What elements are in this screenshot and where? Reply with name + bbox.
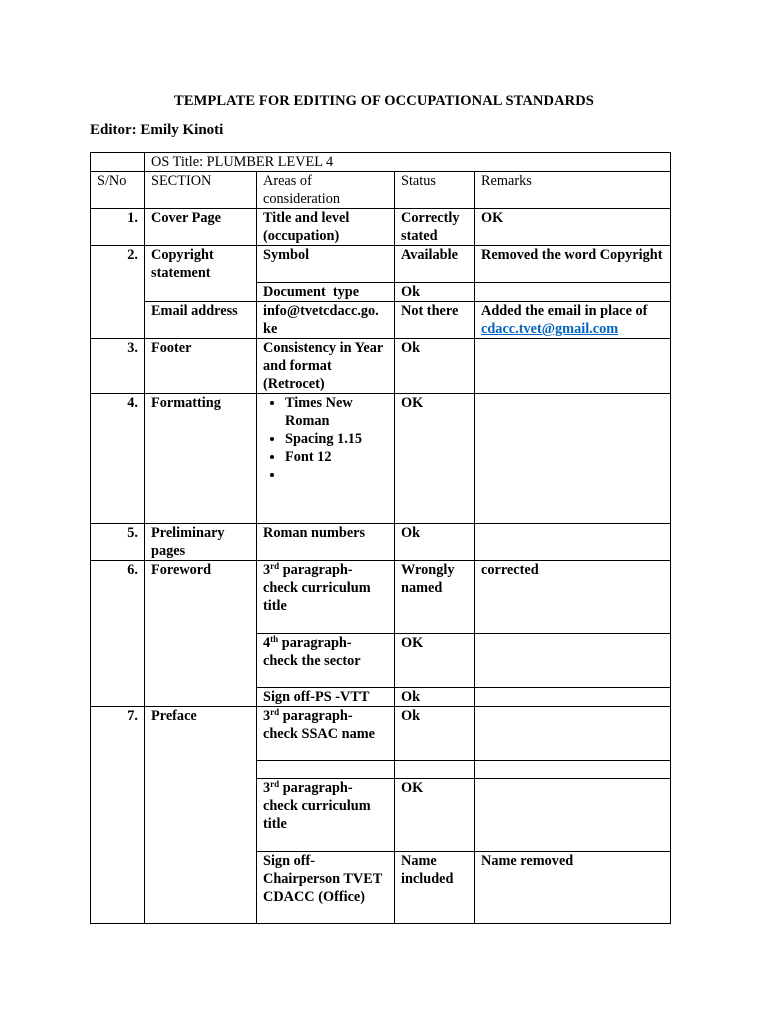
status-cell: Name included — [395, 852, 475, 924]
area-cell: info@tvetcdacc.go. ke — [257, 302, 395, 339]
row-number: 3. — [91, 339, 145, 394]
row-number: 6. — [91, 561, 145, 707]
remarks-cell — [475, 339, 671, 394]
status-cell: OK — [395, 779, 475, 852]
status-cell: Ok — [395, 339, 475, 394]
status-cell: Ok — [395, 688, 475, 707]
header-sno: S/No — [91, 172, 145, 209]
status-cell — [395, 761, 475, 779]
row-number: 7. — [91, 707, 145, 924]
table-row — [91, 339, 671, 394]
area-ordinal-suffix: rd — [270, 561, 280, 571]
section-cell: Preface — [145, 707, 257, 924]
remarks-cell — [475, 524, 671, 561]
row-number: 4. — [91, 394, 145, 524]
header-row — [91, 172, 671, 209]
header-section: SECTION — [145, 172, 257, 209]
area-text: paragraph- check the sector — [263, 635, 361, 669]
area-cell: Symbol — [257, 246, 395, 283]
formatting-bullet-list — [263, 394, 388, 484]
remarks-cell — [475, 283, 671, 302]
header-status: Status — [395, 172, 475, 209]
area-cell — [257, 561, 395, 634]
area-ordinal: 3 — [263, 780, 271, 796]
table-row — [91, 209, 671, 246]
area-cell — [257, 394, 395, 524]
bullet-item — [285, 466, 388, 484]
bullet-item: • Spacing 1.15 — [285, 430, 388, 448]
header-remarks: Remarks — [475, 172, 671, 209]
section-cell: Email address — [145, 302, 257, 339]
table-row — [91, 524, 671, 561]
table-row — [91, 707, 671, 761]
section-cell: Footer — [145, 339, 257, 394]
status-cell: OK — [395, 634, 475, 688]
section-cell: Copyright statement — [145, 246, 257, 302]
remarks-cell — [475, 779, 671, 852]
table-row — [91, 246, 671, 283]
status-cell: Correctly stated — [395, 209, 475, 246]
remarks-cell: corrected — [475, 561, 671, 634]
remarks-cell — [475, 707, 671, 761]
os-title-row — [91, 153, 671, 172]
header-areas: Areas of consideration — [257, 172, 395, 209]
editor-line: Editor: Emily Kinoti — [90, 122, 224, 138]
editing-table — [90, 152, 671, 924]
area-ordinal-suffix: rd — [270, 707, 280, 717]
table-row — [91, 394, 671, 524]
os-title: OS Title: PLUMBER LEVEL 4 — [145, 153, 671, 172]
area-cell: Title and level (occupation) — [257, 209, 395, 246]
section-cell: Cover Page — [145, 209, 257, 246]
area-ordinal: 3 — [263, 708, 271, 724]
remarks-cell — [475, 302, 671, 339]
remarks-text: Added the email in place of — [481, 303, 648, 319]
area-cell: Roman numbers — [257, 524, 395, 561]
area-cell — [257, 707, 395, 761]
area-cell: Consistency in Year and format (Retrocet) — [257, 339, 395, 394]
remarks-cell — [475, 688, 671, 707]
email-link[interactable]: cdacc.tvet@gmail.com — [481, 321, 619, 337]
remarks-cell — [475, 634, 671, 688]
row-number: 5. — [91, 524, 145, 561]
section-cell: Foreword — [145, 561, 257, 707]
area-text: paragraph- check SSAC name — [263, 708, 375, 742]
area-cell — [257, 634, 395, 688]
area-ordinal-suffix: th — [270, 634, 279, 644]
area-ordinal-suffix: rd — [270, 779, 280, 789]
remarks-cell: Name removed — [475, 852, 671, 924]
remarks-cell: Removed the word Copyright — [475, 246, 671, 283]
table-row — [91, 561, 671, 634]
document-title: TEMPLATE FOR EDITING OF OCCUPATIONAL STANDARDS — [174, 93, 594, 109]
area-cell — [257, 779, 395, 852]
status-cell: Not there — [395, 302, 475, 339]
section-cell: Preliminary pages — [145, 524, 257, 561]
remarks-cell: OK — [475, 209, 671, 246]
remarks-cell — [475, 394, 671, 524]
area-ordinal: 4 — [263, 635, 271, 651]
status-cell: Ok — [395, 524, 475, 561]
table-row — [91, 302, 671, 339]
section-cell: Formatting — [145, 394, 257, 524]
area-cell — [257, 761, 395, 779]
bullet-item: • Font 12 — [285, 448, 388, 466]
row-number: 1. — [91, 209, 145, 246]
remarks-cell — [475, 761, 671, 779]
row-number: 2. — [91, 246, 145, 339]
status-cell: Wrongly named — [395, 561, 475, 634]
bullet-item: • Times New Roman — [285, 394, 388, 430]
area-ordinal: 3 — [263, 562, 271, 578]
area-text: paragraph- check curriculum title — [263, 562, 371, 614]
status-cell: Ok — [395, 283, 475, 302]
status-cell: Available — [395, 246, 475, 283]
area-cell: Sign off- Chairperson TVET CDACC (Office) — [257, 852, 395, 924]
status-cell: OK — [395, 394, 475, 524]
area-cell: Sign off-PS -VTT — [257, 688, 395, 707]
area-cell: Document type — [257, 283, 395, 302]
area-text: paragraph- check curriculum title — [263, 780, 371, 832]
status-cell: Ok — [395, 707, 475, 761]
